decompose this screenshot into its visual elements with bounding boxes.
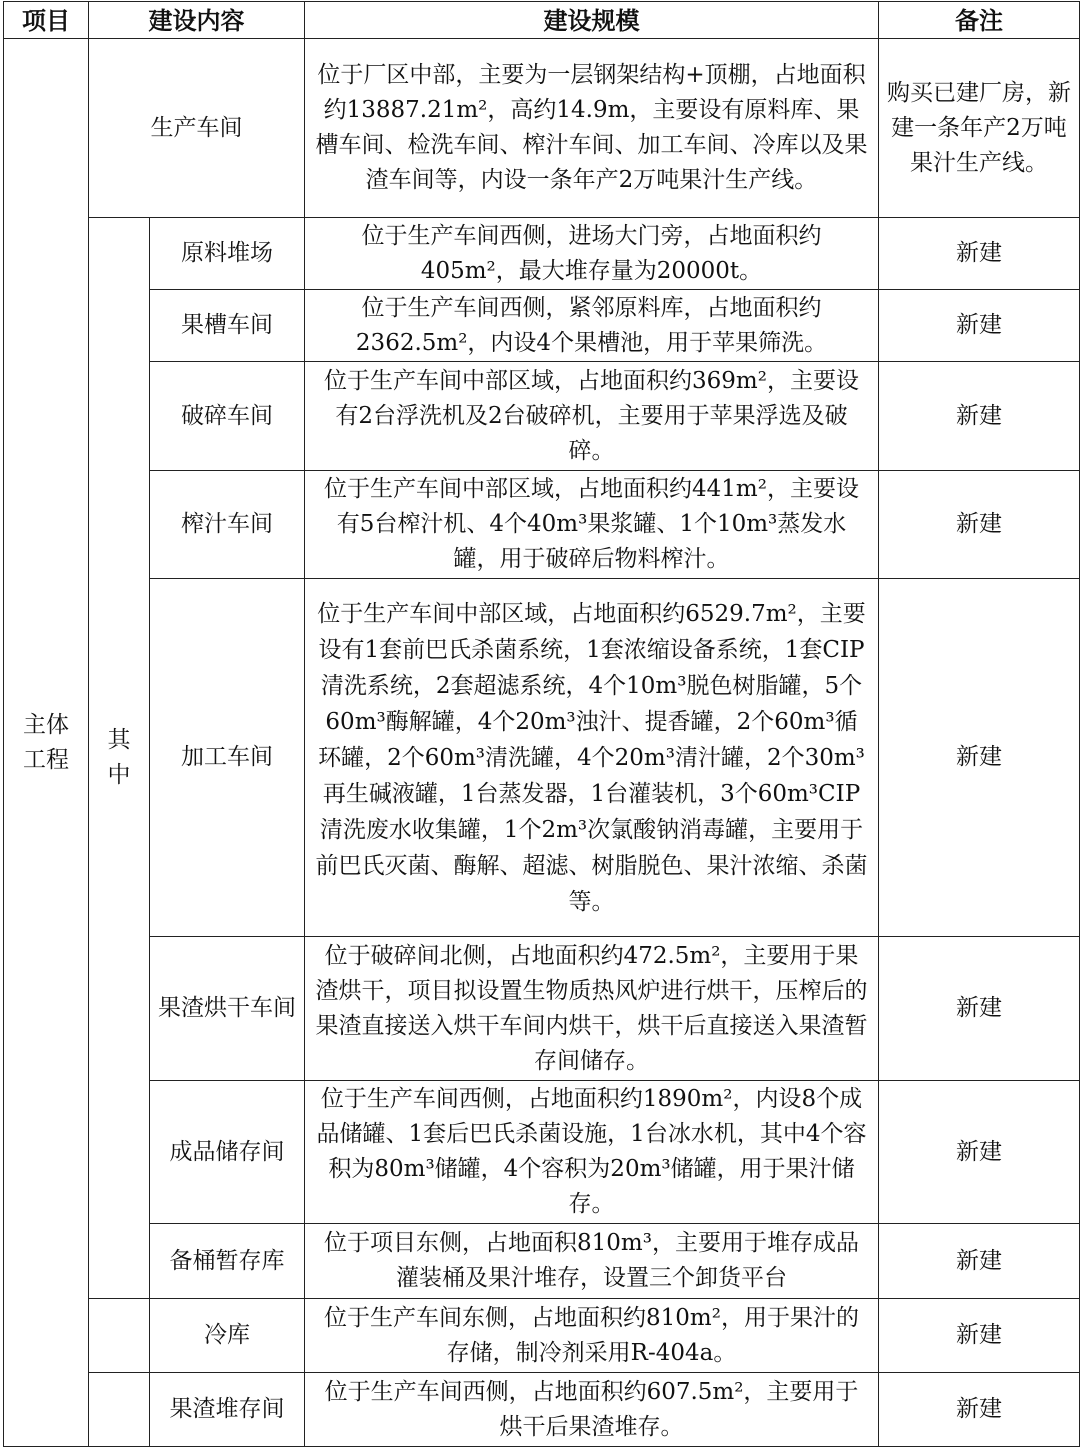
row-name: 榨汁车间 bbox=[150, 471, 305, 579]
table-row bbox=[4, 39, 1080, 218]
row-remark: 新建 bbox=[879, 1081, 1080, 1224]
row-scale: 位于生产车间西侧，占地面积约607.5m²，主要用于烘干后果渣堆存。 bbox=[305, 1373, 879, 1447]
row-remark: 新建 bbox=[879, 937, 1080, 1081]
row-scale: 位于生产车间中部区域，占地面积约369m²，主要设有2台浮洗机及2台破碎机，主要用于苹果浮选及破碎。 bbox=[305, 362, 879, 471]
table-row bbox=[4, 471, 1080, 579]
row-name: 果渣烘干车间 bbox=[150, 937, 305, 1081]
row-remark: 新建 bbox=[879, 579, 1080, 937]
header-content: 建设内容 bbox=[89, 2, 305, 39]
header-row bbox=[4, 2, 1080, 39]
row-remark: 新建 bbox=[879, 362, 1080, 471]
row-name: 原料堆场 bbox=[150, 218, 305, 290]
row-scale: 位于生产车间东侧，占地面积约810m²，用于果汁的存储，制冷剂采用R-404a。 bbox=[305, 1299, 879, 1373]
row-remark: 新建 bbox=[879, 1299, 1080, 1373]
table-row bbox=[4, 362, 1080, 471]
table-row bbox=[4, 290, 1080, 362]
row-scale: 位于生产车间中部区域，占地面积约441m²，主要设有5台榨汁机、4个40m³果浆罐、1个10m³蒸发水罐，用于破碎后物料榨汁。 bbox=[305, 471, 879, 579]
row-scale: 位于破碎间北侧，占地面积约472.5m²，主要用于果渣烘干，项目拟设置生物质热风炉进行烘干，压榨后的果渣直接送入烘干车间内烘干，烘干后直接送入果渣暂存间储存。 bbox=[305, 937, 879, 1081]
sub-group-cell bbox=[89, 218, 150, 1299]
row-name: 果渣堆存间 bbox=[150, 1373, 305, 1447]
row-scale: 位于生产车间西侧，占地面积约1890m²，内设8个成品储罐、1套后巴氏杀菌设施，1台冰水机，其中4个容积为80m³储罐，4个容积为20m³储罐，用于果汁储存。 bbox=[305, 1081, 879, 1224]
blank-cell bbox=[89, 1373, 150, 1447]
row-name: 加工车间 bbox=[150, 579, 305, 937]
header-remark: 备注 bbox=[879, 2, 1080, 39]
row-remark: 新建 bbox=[879, 471, 1080, 579]
row-name: 备桶暂存库 bbox=[150, 1224, 305, 1299]
table-row bbox=[4, 1299, 1080, 1373]
row-remark: 新建 bbox=[879, 290, 1080, 362]
table-row bbox=[4, 1373, 1080, 1447]
sub-group-name: 其中 bbox=[107, 727, 131, 788]
blank-cell bbox=[89, 1299, 150, 1373]
header-scale: 建设规模 bbox=[305, 2, 879, 39]
row-scale: 位于生产车间西侧，进场大门旁，占地面积约405m²，最大堆存量为20000t。 bbox=[305, 218, 879, 290]
construction-table bbox=[3, 1, 1080, 1447]
table-row bbox=[4, 1224, 1080, 1299]
row-name: 破碎车间 bbox=[150, 362, 305, 471]
row-scale: 位于项目东侧，占地面积810m³，主要用于堆存成品灌装桶及果汁堆存，设置三个卸货平台 bbox=[305, 1224, 879, 1299]
row-name: 果槽车间 bbox=[150, 290, 305, 362]
row-name: 生产车间 bbox=[89, 39, 305, 218]
row-remark: 新建 bbox=[879, 1373, 1080, 1447]
table-row bbox=[4, 579, 1080, 937]
group-name: 主体工程 bbox=[23, 711, 69, 773]
table-row bbox=[4, 1081, 1080, 1224]
table-row bbox=[4, 937, 1080, 1081]
group-name-cell bbox=[4, 39, 89, 1447]
row-name: 冷库 bbox=[150, 1299, 305, 1373]
row-scale: 位于生产车间中部区域，占地面积约6529.7m²，主要设有1套前巴氏杀菌系统，1套浓缩设备系统，1套CIP清洗系统，2套超滤系统，4个10m³脱色树脂罐，5个60m³酶解罐，4个20m³浊汁、提香罐，2个60m³循环罐，2个60m³清洗罐，4个20m³清汁罐，2个30m³再生碱液罐，1台蒸发器，1台灌装机，3个60m³CIP清洗废水收集罐，1个2m³次氯酸钠消毒罐，主要用于前巴氏灭菌、酶解、超滤、树脂脱色、果汁浓缩、杀菌等。 bbox=[305, 579, 879, 937]
header-project: 项目 bbox=[4, 2, 89, 39]
table-row bbox=[4, 218, 1080, 290]
row-scale: 位于生产车间西侧，紧邻原料库，占地面积约2362.5m²，内设4个果槽池，用于苹果筛洗。 bbox=[305, 290, 879, 362]
row-name: 成品储存间 bbox=[150, 1081, 305, 1224]
row-remark: 购买已建厂房，新建一条年产2万吨果汁生产线。 bbox=[879, 39, 1080, 218]
row-remark: 新建 bbox=[879, 218, 1080, 290]
row-remark: 新建 bbox=[879, 1224, 1080, 1299]
row-scale: 位于厂区中部，主要为一层钢架结构+顶棚，占地面积约13887.21m²，高约14.9m，主要设有原料库、果槽车间、检洗车间、榨汁车间、加工车间、冷库以及果渣车间等，内设一条年产2万吨果汁生产线。 bbox=[305, 39, 879, 218]
